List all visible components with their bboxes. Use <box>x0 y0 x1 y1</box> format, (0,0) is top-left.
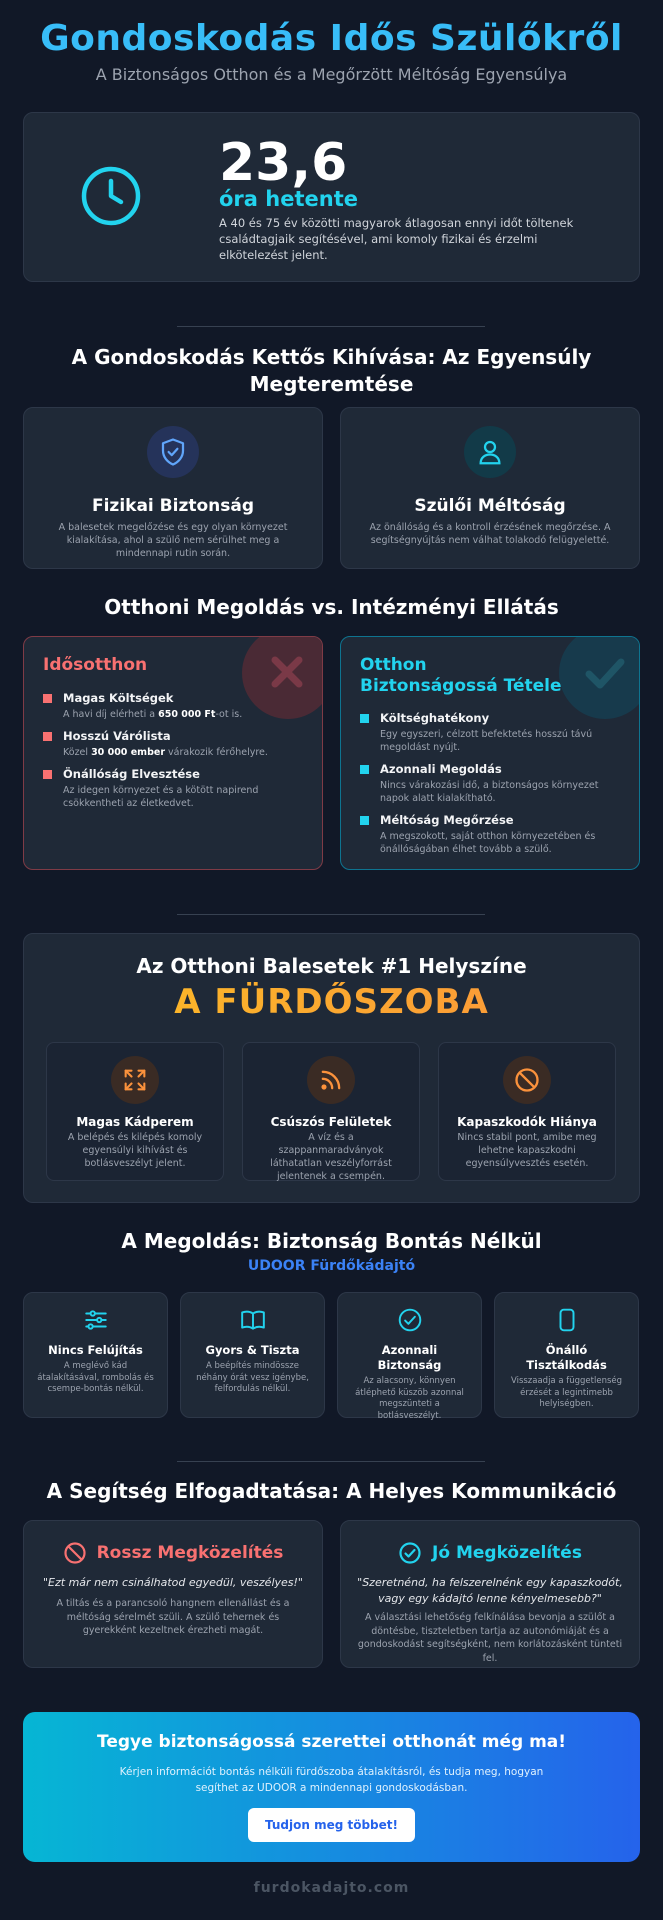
feature-description: Az alacsony, könnyen átléphető küszöb azonnal megszünteti a botlásveszélyt. <box>355 1376 464 1421</box>
bullet <box>360 765 369 774</box>
comparison-item <box>360 711 625 754</box>
cta-banner <box>23 1712 640 1862</box>
feature-card <box>180 1292 325 1418</box>
stat-card <box>23 112 640 282</box>
bullet <box>360 714 369 723</box>
feature-title: Önálló Tisztálkodás <box>526 1343 607 1372</box>
communication-title: A Segítség Elfogadtatása: A Helyes Kommunikáció <box>46 1479 617 1503</box>
comparison-item <box>360 762 625 805</box>
stat-unit: óra hetente <box>219 187 358 211</box>
learn-more-button[interactable]: Tudjon meg többet! <box>248 1808 415 1842</box>
good-approach-quote: "Szeretnénd, ha felszerelnénk egy kapaszkodót, vagy egy kádajtó lenne kényelmesebb?" <box>357 1576 623 1605</box>
good-approach-card <box>340 1520 640 1668</box>
hazard-description: Nincs stabil pont, amibe meg lehetne kapaszkodni egyensúlyvesztés esetén. <box>457 1132 597 1169</box>
feature-description: A meglévő kád átalakításával, rombolás és csempe-bontás nélkül. <box>37 1361 154 1394</box>
bathroom-highlight: A FÜRDŐSZOBA <box>24 982 639 1022</box>
good-approach-label: Jó Megközelítés <box>432 1543 582 1563</box>
feature-description: A beépítés mindössze néhány órát vesz igénybe, felfordulás nélkül. <box>196 1361 309 1394</box>
cta-description: Kérjen információt bontás nélküli fürdőszoba átalakításról, és tudja meg, hogyan segíthet az UDOOR a mindennapi gondoskodásban. <box>119 1766 544 1794</box>
ban-icon <box>63 1541 87 1565</box>
comparison-title: Otthoni Megoldás vs. Intézményi Ellátás <box>104 595 559 619</box>
solution-subtitle: UDOOR Fürdőkádajtó <box>247 1258 416 1274</box>
cta-title: Tegye biztonságossá szerettei otthonát még ma! <box>96 1732 567 1752</box>
check-circle-icon <box>397 1307 423 1333</box>
challenge-card-parent-dignity <box>340 407 640 569</box>
sliders-icon <box>83 1307 109 1333</box>
user-icon <box>464 426 516 478</box>
comparison-card-home-safety <box>340 636 640 870</box>
phone-device-icon <box>554 1307 580 1333</box>
bad-approach-label: Rossz Megközelítés <box>96 1543 284 1563</box>
feature-description: Visszaadja a függetlenség érzését a legintimebb helyiségben. <box>510 1376 623 1409</box>
expand-arrows-icon <box>111 1056 159 1104</box>
comparison-item <box>43 767 308 810</box>
comparison-item-title: Méltóság Megőrzése <box>380 813 514 827</box>
hazard-title: Csúszós Felületek <box>270 1115 392 1129</box>
bad-approach-card <box>23 1520 323 1668</box>
hazard-card <box>242 1042 420 1181</box>
comparison-heading: Otthon Biztonságossá Tétele <box>360 655 562 696</box>
feature-card <box>337 1292 482 1421</box>
comparison-item <box>43 691 308 721</box>
good-approach-description: A választási lehetőség felkínálása bevonja a szülőt a döntésbe, tiszteletben tartja az autonómiáját és a gondoskodást segítségként, nem korlátozásként tünteti fel. <box>357 1612 623 1664</box>
hazard-title: Kapaszkodók Hiánya <box>457 1115 597 1129</box>
challenge-card-title: Szülői Méltóság <box>414 496 566 516</box>
comparison-item <box>43 729 308 759</box>
hazard-title: Magas Kádperem <box>76 1115 194 1129</box>
comparison-item-description: Közel 30 000 ember várakozik férőhelyre. <box>63 747 268 758</box>
solution-title: A Megoldás: Biztonság Bontás Nélkül <box>121 1229 542 1253</box>
bullet <box>43 694 52 703</box>
comparison-item-description: Az idegen környezet és a kötött napirend csökkentheti az életkedvet. <box>63 785 259 809</box>
hazard-description: A víz és a szappanmaradványok láthatatlan veszélyforrást jelentenek a csempén. <box>270 1132 392 1182</box>
challenge-card-physical-safety <box>23 407 323 569</box>
wifi-arc-icon <box>307 1056 355 1104</box>
comparison-card-nursing-home <box>23 636 323 870</box>
check-circle-icon <box>398 1541 422 1565</box>
comparison-item-title: Azonnali Megoldás <box>380 762 502 776</box>
page-title: Gondoskodás Idős Szülőkről <box>40 18 623 59</box>
comparison-item <box>360 813 625 856</box>
bullet <box>360 816 369 825</box>
comparison-heading: Idősotthon <box>43 655 148 675</box>
bullet <box>43 770 52 779</box>
bathroom-card <box>23 933 640 1203</box>
hazard-card <box>46 1042 224 1181</box>
challenge-card-description: Az önállóság és a kontroll érzésének megőrzése. A segítségnyújtás nem válhat tolakodó felügyeletté. <box>369 522 611 546</box>
comparison-item-description: Egy egyszeri, célzott befektetés hosszú távú megoldást nyújt. <box>380 729 593 753</box>
comparison-item-title: Hosszú Várólista <box>63 729 171 743</box>
footer-domain[interactable]: furdokadajto.com <box>253 1880 410 1896</box>
feature-card <box>494 1292 639 1418</box>
divider <box>177 1461 485 1462</box>
hazard-card <box>438 1042 616 1181</box>
challenge-card-description: A balesetek megelőzése és egy olyan környezet kialakítása, ahol a szülő nem sérülhet meg a mindennapi rutin során. <box>58 522 288 559</box>
shield-check-icon <box>147 426 199 478</box>
hazard-description: A belépés és kilépés komoly egyensúlyi kihívást és botlásveszélyt jelent. <box>67 1132 203 1169</box>
comparison-item-description: A havi díj elérheti a 650 000 Ft-ot is. <box>63 709 243 720</box>
good-approach-heading <box>341 1541 639 1565</box>
feature-title: Gyors & Tiszta <box>205 1343 300 1357</box>
stat-description: A 40 és 75 év közötti magyarok átlagosan ennyi időt töltenek családtagjaik segítésével, ami komoly fizikai és érzelmi elkötelezést jelent. <box>219 216 574 262</box>
bad-approach-quote: "Ezt már nem csinálhatod egyedül, veszélyes!" <box>43 1576 303 1589</box>
comparison-item-title: Magas Költségek <box>63 691 174 705</box>
prohibited-icon <box>503 1056 551 1104</box>
divider <box>177 326 485 327</box>
check-mark-icon <box>559 636 640 719</box>
comparison-item-description: A megszokott, saját otthon környezetében és önállóságában élhet tovább a szülő. <box>380 831 596 855</box>
stat-number: 23,6 <box>219 133 348 193</box>
challenge-title: A Gondoskodás Kettős Kihívása: Az Egyensúly Megteremtése <box>71 345 592 396</box>
comparison-item-description: Nincs várakozási idő, a biztonságos környezet napok alatt kialakítható. <box>380 780 599 804</box>
feature-title: Nincs Felújítás <box>48 1343 143 1357</box>
feature-card <box>23 1292 168 1418</box>
comparison-item-title: Költséghatékony <box>380 711 490 725</box>
divider <box>177 914 485 915</box>
bullet <box>43 732 52 741</box>
feature-title: Azonnali Biztonság <box>377 1343 442 1372</box>
bad-approach-description: A tiltás és a parancsoló hangnem ellenállást és a méltóság sérelmét szüli. A szülő tehernek és gyerekként kezeltnek érezheti magát. <box>56 1598 290 1636</box>
comparison-item-title: Önállóság Elvesztése <box>63 767 200 781</box>
book-open-icon <box>240 1307 266 1333</box>
bad-approach-heading <box>24 1541 322 1565</box>
clock-icon <box>80 165 142 227</box>
challenge-card-title: Fizikai Biztonság <box>91 496 255 516</box>
bathroom-title: Az Otthoni Balesetek #1 Helyszíne <box>136 954 527 978</box>
page-subtitle: A Biztonságos Otthon és a Megőrzött Méltóság Egyensúlya <box>95 65 568 84</box>
